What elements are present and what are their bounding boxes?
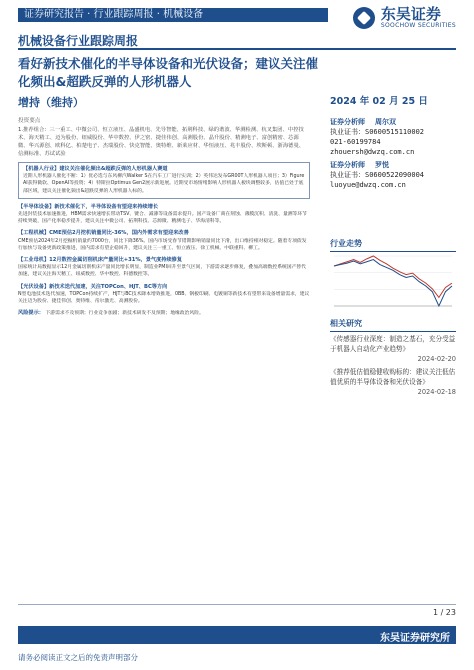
header-rule	[18, 48, 456, 50]
related-date: 2024-02-18	[417, 388, 456, 396]
block-text: 先进封装技术加速推进，HBM需求快速增长带动TSV、键合、减薄等设备需求提升。国产设备厂商在刻蚀、薄膜沉积、清洗、量测等环节持续突破，国产化率稳步提升，建议关注中微公司、拓荆科技、芯源微、精测电子、华海清科等。	[18, 212, 307, 225]
summary-text: 近期人形机器人催化不断：1）优必选与东风柳汽Walker S在汽车工厂进行实训；2）英伟达发布GR00T人形机器人项目；3）Figure AI获得微软、OpenAI等投资；4）特斯拉Optimus Gen2展示新进展。近期受市场情绪影响人形机器人板块调整较多，估值已处于底部区域，建议关注催化频出&超跌反弹的人形机器人标的。	[23, 174, 305, 194]
body-block	[18, 257, 310, 279]
risk-block	[18, 310, 310, 317]
related-list	[330, 334, 456, 400]
license-label: 执业证书：	[330, 128, 365, 136]
analyst-name: 周尔双	[375, 118, 396, 126]
footer-brand: 东吴证券研究所	[380, 633, 450, 644]
block-heading: 【工业母机】12月数控金属切削机床产量同比+31%，景气度持续修复	[18, 257, 183, 264]
license-label: 执业证书：	[330, 171, 365, 179]
analyst-email[interactable]: zhouersh@dwzq.com.cn	[330, 148, 415, 156]
chart-series-line-1	[334, 256, 452, 297]
related-title: 相关研究	[330, 318, 456, 332]
report-date: 2024 年 02 月 25 日	[330, 96, 428, 107]
analyst-phone: 021-60199784	[330, 138, 381, 146]
analyst-email[interactable]: luoyue@dwzq.com.cn	[330, 181, 406, 189]
license-number: S0600515110002	[365, 128, 425, 136]
rating: 增持（维持）	[18, 96, 84, 109]
chart-series-line-2	[334, 260, 452, 306]
brand-logo	[353, 6, 456, 29]
analyst-name: 罗悦	[375, 161, 389, 169]
section-label: 投资要点	[18, 118, 41, 124]
body-column	[18, 116, 310, 322]
trend-title: 行业走势	[330, 238, 456, 252]
body-block	[18, 204, 310, 226]
analyst-role: 证券分析师	[330, 161, 365, 169]
sidebar	[330, 93, 456, 193]
body-block	[18, 230, 310, 252]
block-text: CME预估2024年2月挖掘机销量约7000台，同比下降36%。国内市场受春节错期影响销量同比下滑，出口维持相对稳定。随着专项债发行加快与设备更新政策推进，国内需求有望企稳回升，建议关注三一重工、恒立液压、徐工机械、中联重科、柳工。	[18, 238, 307, 251]
license-number: S0600522090004	[365, 171, 425, 179]
block-text: N型电池技术迭代加速，TOPCon持续扩产，HJT与BC技术降本增效推进，0BB、钢板印刷、电镀铜等新技术有望带来设备增量需求，建议关注迈为股份、捷佳伟创、奥特维、帝尔激光、高测股份。	[18, 291, 310, 305]
report-headline: 看好新技术催化的半导体设备和光伏设备；建议关注催化频出&超跌反弹的人形机器人	[18, 56, 319, 89]
disclaimer: 请务必阅读正文之后的免责声明部分	[18, 653, 138, 662]
company-list: 1.推荐组合：三一重工、中微公司、恒立液压、晶盛机电、先导智能、拓荆科技、绿的谐波、华测检测、杭叉集团、中控技术、海天精工、迈为股份、纽威股份、华中数控、伊之密、捷佳伟创、高测股份、晶升股份、精测电子、富创精密、芯源微、华兴源创、欧科亿、柏楚电子、杰瑞股份、快克智能、奥特维、新莱应材、华恒液压、兆丰股份、埃斯顿、浙海德曼、信测标准、苏试试验	[18, 127, 305, 157]
related-item[interactable]: 《传感器行业深度：制造之基石，充分受益于机器人自动化产业趋势》	[330, 335, 456, 353]
block-text: 国家统计局数据显示12月金属切削机床产量同比增长明显，制造业PMI回升至景气区间，下游需求逐步修复，叠加高端数控系统国产替代加速，建议关注海天精工、纽威数控、华中数控、科德数控等。	[18, 265, 306, 278]
logo-en: SOOCHOW SECURITIES	[380, 22, 456, 29]
analyst-card	[330, 160, 456, 190]
body-block	[18, 284, 310, 306]
analyst-card	[330, 117, 456, 157]
trend-chart	[330, 252, 456, 312]
brand-logo-icon	[353, 7, 375, 29]
summary-heading: 【机器人行业】建议关注催化频出&超跌反弹的人形机器人赛道	[23, 166, 168, 172]
footer-rule	[18, 604, 456, 605]
risk-text: 下游需求不及预期；行业竞争加剧；新技术研发不及预期；地缘政治风险。	[45, 311, 204, 317]
report-subtitle: 机械设备行业跟踪周报	[18, 34, 139, 48]
summary-box	[18, 162, 310, 199]
risk-heading: 风险提示：	[18, 310, 44, 317]
analyst-role: 证券分析师	[330, 118, 365, 126]
block-heading: 【光伏设备】新技术迭代加速，关注TOPCon、HJT、BC等方向	[18, 283, 168, 290]
related-date: 2024-02-20	[417, 355, 456, 363]
related-item[interactable]: 《推荐低估值稳健收购标的：建议关注低估值优质的半导体设备和光伏设备》	[330, 368, 456, 386]
page-number: 1 / 23	[432, 608, 456, 617]
logo-cn: 东吴证券	[380, 5, 441, 23]
report-banner: 证券研究报告 · 行业跟踪周报 · 机械设备	[18, 8, 328, 22]
block-heading: 【工程机械】CME预估2月挖机销量同比-36%，国内外需求有望迎来改善	[18, 230, 189, 237]
block-heading: 【半导体设备】新技术催化下，半导体设备有望迎来持续增长	[18, 203, 159, 210]
